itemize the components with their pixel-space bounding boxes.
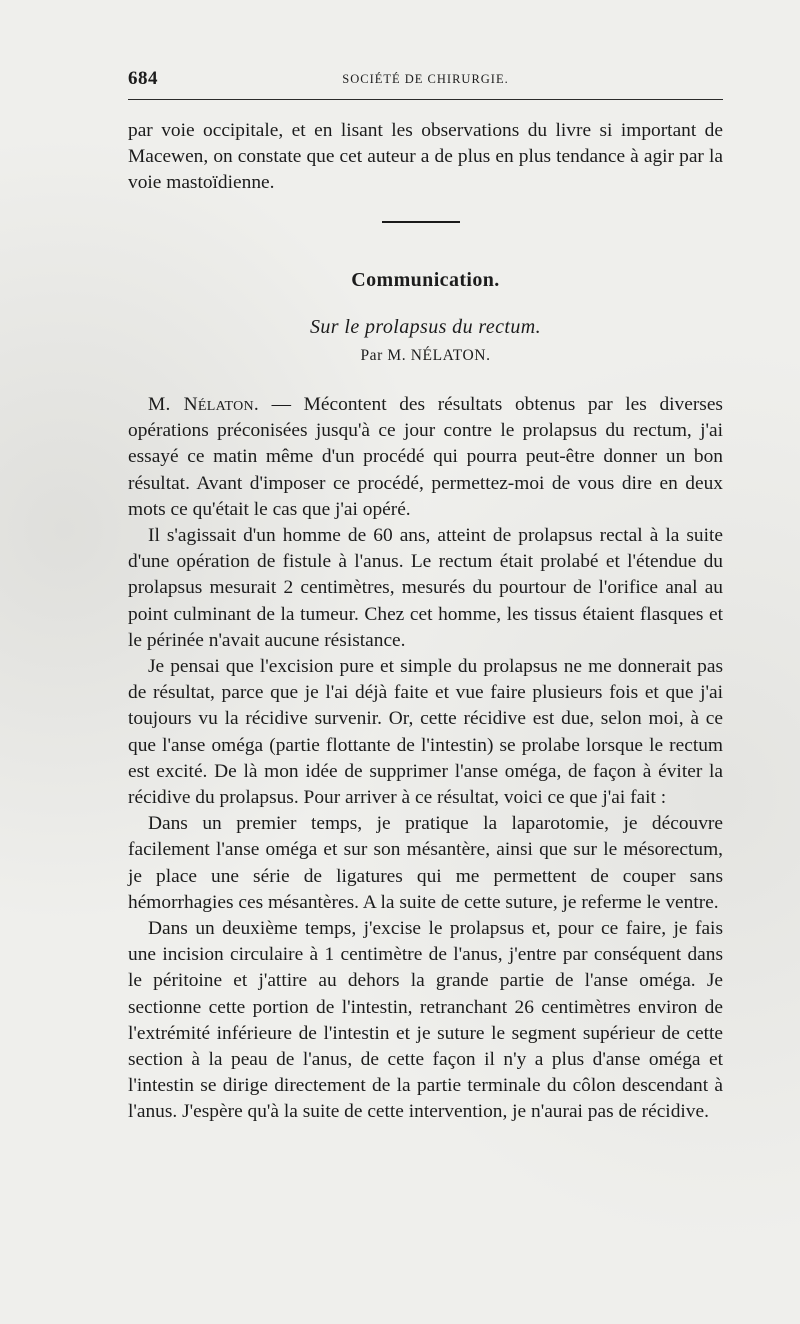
running-title: SOCIÉTÉ DE CHIRURGIE. (342, 72, 509, 86)
page-number: 684 (128, 68, 158, 89)
speaker-name: M. Nélaton. (148, 394, 260, 415)
paragraph-2: Il s'agissait d'un homme de 60 ans, atteint de prolapsus rectal à la suite d'une opération de fistule à l'anus. Le rectum était prolabé et l'étendue du prolapsus mesurait 2 centimètres, mesurés du pourtour de l'orifice anal au point culminant de la tumeur. Chez cet homme, les tissus étaient flasques et le périnée n'avait aucune résistance. (128, 525, 723, 651)
section-separator (382, 221, 460, 223)
article-body (128, 392, 723, 1126)
paragraph-4: Dans un premier temps, je pratique la laparotomie, je découvre facilement l'anse oméga et sur son mésantère, ainsi que sur le mésorectum, je place une série de ligatures qui me permettent de couper sans hémorrhagies ces mésantères. A la suite de cette suture, je referme le ventre. (128, 813, 723, 913)
paragraph-1 (128, 392, 723, 523)
paragraph-1-text: — Mécontent des résultats obtenus par les diverses opérations préconisées jusqu'à ce jour contre le prolapsus du rectum, j'ai essayé ce matin même d'un procédé qui pourra peut-être donner un bon résultat. Avant d'imposer ce procédé, permettez-moi de vous dire en deux mots ce qu'était le cas que j'ai opéré. (128, 394, 723, 520)
intro-paragraph: par voie occipitale, et en lisant les observations du livre si important de Macewen, on constate que cet auteur a de plus en plus tendance à agir par la voie mastoïdienne. (128, 120, 723, 194)
header-divider (128, 99, 723, 100)
intro-text-block (128, 118, 723, 197)
article-byline: Par M. NÉLATON. (360, 347, 491, 364)
paragraph-5: Dans un deuxième temps, j'excise le prolapsus et, pour ce faire, je fais une incision circulaire à 1 centimètre de l'anus, j'entre par conséquent dans le péritoine et j'attire au dehors la grande partie de l'anse oméga. Je sectionne cette portion de l'intestin, retranchant 26 centimètres environ de l'extrémité inférieure de l'intestin et je suture le segment supérieur de cette section à la peau de l'anus, de cette façon il n'y a plus d'anse oméga et l'intestin se dirige directement de la partie terminale du côlon descendant à l'anus. J'espère qu'à la suite de cette intervention, je n'aurai pas de récidive. (128, 918, 723, 1123)
paragraph-3: Je pensai que l'excision pure et simple du prolapsus ne me donnerait pas de résultat, parce que je l'ai déjà faite et vue faire plusieurs fois et que j'ai toujours vu la récidive survenir. Or, cette récidive est due, selon moi, à ce que l'anse oméga (partie flottante de l'intestin) se prolabe lorsque le rectum est excité. De là mon idée de supprimer l'anse oméga, de façon à éviter la récidive du prolapsus. Pour arriver à ce résultat, voici ce que j'ai fait : (128, 656, 723, 809)
section-title: Communication. (351, 269, 500, 291)
page-header (128, 68, 723, 92)
article-title: Sur le prolapsus du rectum. (310, 316, 541, 338)
